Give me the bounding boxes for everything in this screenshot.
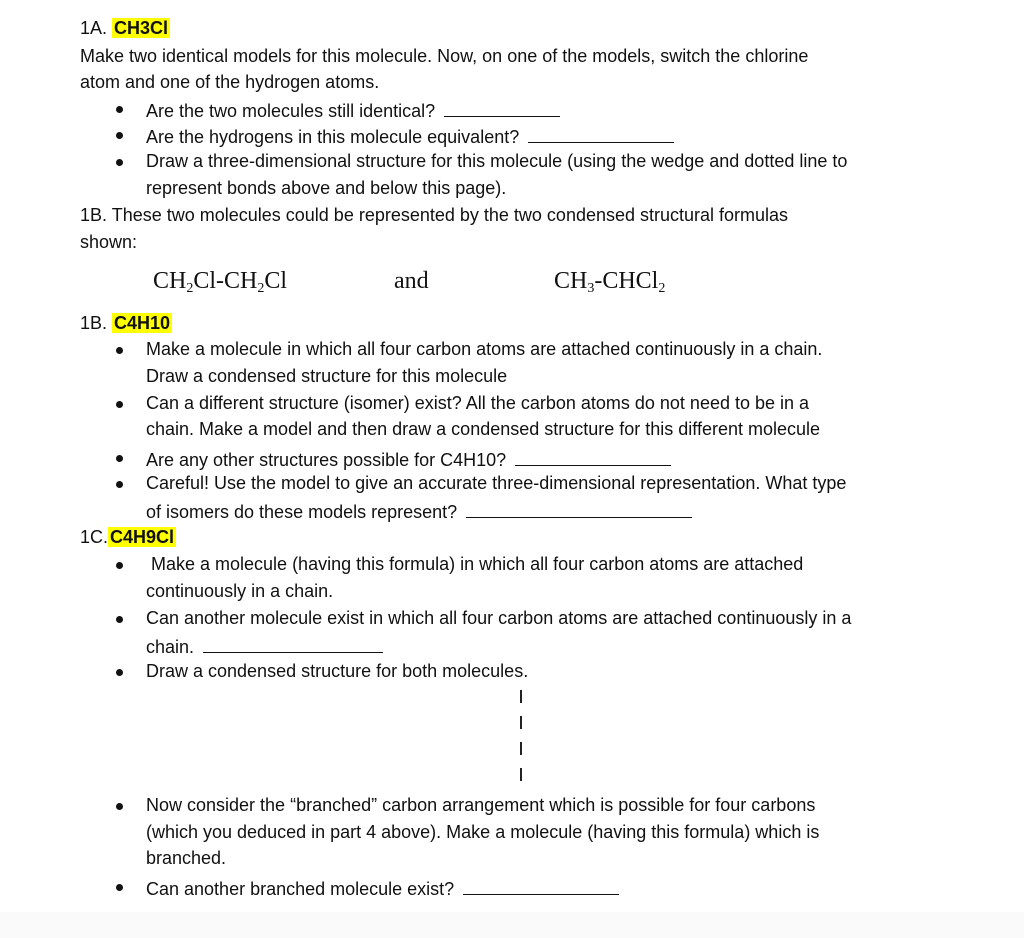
section-1c-heading	[80, 527, 176, 548]
section-1c-prefix: 1C.	[80, 527, 109, 547]
section-1a-prefix: 1A.	[80, 18, 113, 38]
page-bottom-band	[0, 912, 1024, 938]
instruction-3d-line2: represent bonds above and below this page).	[146, 178, 507, 198]
divider-tick	[520, 716, 522, 729]
answer-blank[interactable]	[528, 124, 674, 143]
c4h9cl-another-line2-text: chain.	[146, 637, 195, 657]
c4h9cl-chain-line1: Make a molecule (having this formula) in which all four carbon atoms are attached	[146, 554, 804, 574]
section-1a-text-line2: atom and one of the hydrogen atoms.	[80, 72, 380, 92]
question-identical-text: Are the two molecules still identical?	[146, 101, 436, 121]
c4h10-careful-line1: Careful! Use the model to give an accurate three-dimensional representation. What type	[146, 473, 847, 493]
bullet-icon	[116, 481, 123, 488]
c4h10-isomer-line2: chain. Make a model and then draw a condensed structure for this different molecule	[146, 419, 821, 439]
question-equivalent-text: Are the hydrogens in this molecule equivalent?	[146, 127, 520, 147]
section-1b-intro-line1: 1B. These two molecules could be represented by the two condensed structural formulas	[80, 205, 789, 225]
answer-blank[interactable]	[466, 499, 692, 518]
question-equivalent	[146, 124, 674, 148]
answer-blank[interactable]	[444, 98, 560, 117]
bullet-icon	[116, 803, 123, 810]
c4h9cl-chain-line2: continuously in a chain.	[146, 581, 334, 601]
bullet-icon	[116, 884, 123, 891]
section-1a-heading	[80, 18, 170, 39]
bullet-icon	[116, 616, 123, 623]
bullet-icon	[116, 669, 123, 676]
c4h9cl-branched-line3: branched.	[146, 848, 227, 868]
divider-tick	[520, 690, 522, 703]
divider-tick	[520, 742, 522, 755]
c4h10-other-structures-text: Are any other structures possible for C4H10?	[146, 450, 507, 470]
section-1a-text-line1: Make two identical models for this molecule. Now, on one of the models, switch the chlorine	[80, 46, 809, 66]
answer-blank[interactable]	[515, 447, 671, 466]
c4h10-chain-line1: Make a molecule in which all four carbon atoms are attached continuously in a chain.	[146, 339, 823, 359]
formula-and: and	[394, 268, 429, 294]
c4h9cl-branched-line2: (which you deduced in part 4 above). Make a molecule (having this formula) which is	[146, 822, 820, 842]
c4h9cl-draw-both: Draw a condensed structure for both molecules.	[146, 661, 529, 681]
formula-left: $CH_2Cl-CH_2Cl$	[153, 268, 288, 296]
bullet-icon	[116, 455, 123, 462]
c4h10-other-structures	[146, 447, 671, 471]
answer-blank[interactable]	[203, 634, 383, 653]
c4h10-isomer-line1: Can a different structure (isomer) exist? All the carbon atoms do not need to be in a	[146, 393, 810, 413]
c4h9cl-another-line2	[146, 634, 383, 658]
bullet-icon	[116, 347, 123, 354]
section-1b-formula: C4H10	[114, 313, 171, 333]
instruction-3d-line1: Draw a three-dimensional structure for this molecule (using the wedge and dotted line to	[146, 151, 848, 171]
bullet-icon	[116, 106, 123, 113]
c4h9cl-another-branched	[146, 876, 619, 900]
c4h10-careful-line2	[146, 499, 692, 523]
bullet-icon	[116, 132, 123, 139]
c4h10-chain-line2: Draw a condensed structure for this molecule	[146, 366, 508, 386]
c4h10-careful-line2-text: of isomers do these models represent?	[146, 502, 458, 522]
section-1a-formula: CH3Cl	[114, 18, 169, 38]
bullet-icon	[116, 159, 123, 166]
answer-blank[interactable]	[463, 876, 619, 895]
section-1b-heading	[80, 313, 172, 334]
c4h9cl-branched-line1: Now consider the “branched” carbon arrangement which is possible for four carbons	[146, 795, 816, 815]
question-identical	[146, 98, 560, 122]
divider-tick	[520, 768, 522, 781]
section-1b-intro-line2: shown:	[80, 232, 138, 252]
section-1b-prefix: 1B.	[80, 313, 113, 333]
bullet-icon	[116, 562, 123, 569]
bullet-icon	[116, 401, 123, 408]
formula-right: $CH_3-CHCl_2$	[554, 268, 666, 296]
c4h9cl-another-line1: Can another molecule exist in which all four carbon atoms are attached continuously in a	[146, 608, 852, 628]
c4h9cl-another-branched-text: Can another branched molecule exist?	[146, 879, 455, 899]
section-1c-formula: C4H9Cl	[110, 527, 175, 547]
